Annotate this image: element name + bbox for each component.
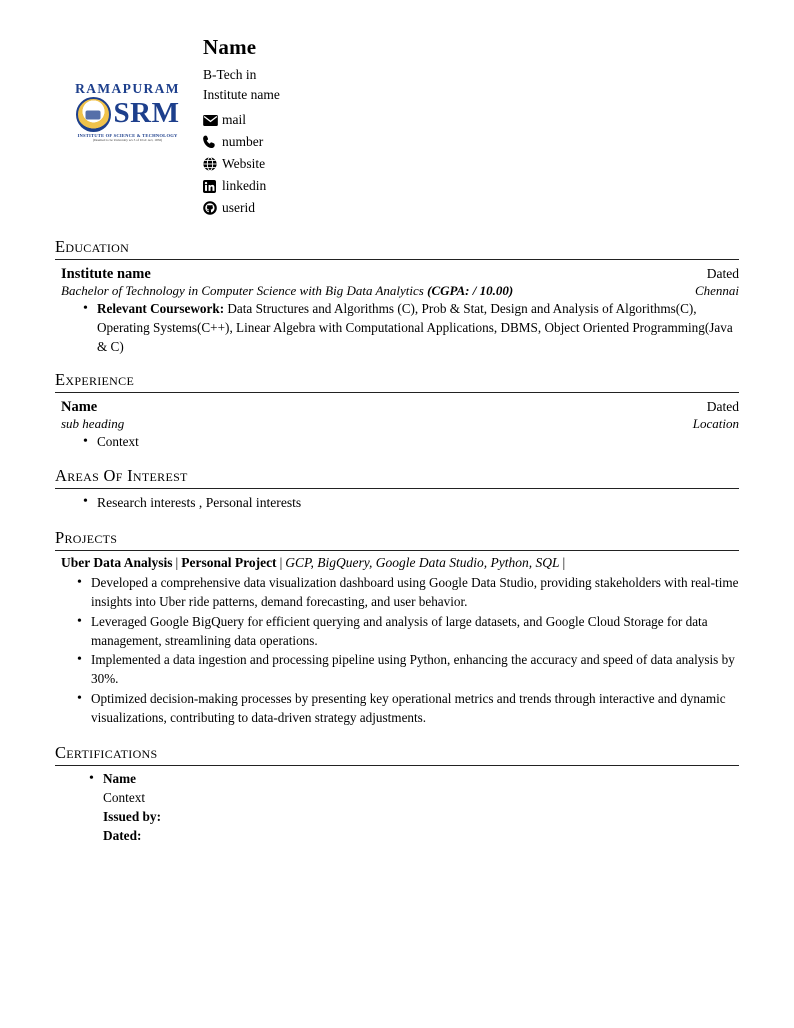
logo-container [55, 36, 200, 143]
coursework-label: Relevant Coursework: [97, 301, 225, 317]
list-item: • Implemented a data ingestion and processing pipeline using Python, enhancing the accuracy and speed of data analysis by 30%. [89, 651, 739, 688]
education-institute: Institute name [61, 266, 151, 283]
contact-label: userid [222, 199, 255, 215]
list-item: • Context [95, 433, 739, 452]
project-type: Personal Project [181, 555, 277, 571]
logo-main-row [69, 97, 187, 132]
section-certifications [55, 743, 739, 845]
contact-item-mail[interactable] [203, 109, 739, 131]
resume-header [55, 30, 739, 219]
logo-wordmark: SRM [113, 97, 180, 130]
header-info [200, 36, 739, 219]
certification-name: Name [103, 771, 136, 787]
degree-line: B-Tech in [203, 67, 257, 83]
experience-bullets [61, 433, 739, 452]
contact-item-github[interactable] [203, 197, 739, 219]
section-projects [55, 528, 739, 727]
list-item [101, 770, 739, 845]
list-item: • Optimized decision-making processes by presenting key operational metrics and trends through interactive and dynamic visualizations, contributing to data-driven strategy adjustments. [89, 690, 739, 727]
list-item: • Research interests , Personal interests [95, 493, 739, 512]
page-title: Name [203, 35, 257, 59]
certification-issuer: Issued by: [103, 808, 162, 824]
logo-subtitle-secondary: (Deemed to be University u/s 3 of UGC Act, 1956) [92, 138, 163, 143]
project-tech: GCP, BigQuery, Google Data Studio, Python, SQL [285, 555, 560, 571]
divider [55, 550, 739, 551]
globe-icon [203, 157, 222, 171]
experience-subheading: sub heading [61, 416, 125, 432]
logo-top-text: RAMAPURAM [75, 81, 180, 96]
section-education [55, 237, 739, 356]
certification-entry [55, 770, 739, 845]
university-seal-icon [76, 97, 111, 132]
logo-subtitle: INSTITUTE OF SCIENCE & TECHNOLOGY [77, 132, 178, 138]
education-cgpa: (CGPA: / 10.00) [427, 283, 514, 299]
linkedin-icon [203, 180, 222, 193]
education-date: Dated [706, 266, 739, 282]
section-areas-of-interest [55, 466, 739, 512]
divider [55, 765, 739, 766]
divider [55, 392, 739, 393]
certification-date: Dated: [103, 827, 142, 843]
education-degree: Bachelor of Technology in Computer Science with Big Data Analytics [61, 283, 428, 299]
contact-label: number [222, 133, 264, 149]
experience-location: Location [692, 416, 739, 432]
education-bullets [61, 300, 739, 356]
section-heading: Projects [55, 528, 118, 548]
contact-label: Website [222, 155, 266, 171]
github-icon [203, 201, 222, 215]
certification-bullets [61, 770, 739, 845]
project-name: Uber Data Analysis [61, 555, 173, 571]
education-location: Chennai [694, 283, 739, 299]
divider [55, 259, 739, 260]
section-heading: Certifications [55, 743, 158, 763]
project-header: Uber Data Analysis | Personal Project | GCP, BigQuery, Google Data Studio, Python, SQL | [61, 555, 566, 571]
contact-list [203, 109, 739, 219]
list-item: • Leveraged Google BigQuery for efficient querying and analysis of large datasets, and Google Cloud Storage for data management, streamlining data operations. [89, 613, 739, 650]
contact-item-phone[interactable] [203, 131, 739, 153]
contact-label: mail [222, 111, 246, 127]
section-heading: Areas Of Interest [55, 466, 188, 486]
project-bullets [55, 574, 739, 727]
section-heading: Education [55, 237, 130, 257]
list-item [95, 300, 739, 356]
section-experience [55, 370, 739, 452]
divider [55, 488, 739, 489]
contact-label: linkedin [222, 177, 267, 193]
coursework-text: Data Structures and Algorithms (C), Prob & Stat, Design and Analysis of Algorithms(C), Operating Systems(C++), Linear Algebra with Computational Applications, DBMS, Object Oriented Programming(Java & C) [97, 301, 733, 354]
section-heading: Experience [55, 370, 135, 390]
envelope-icon [203, 115, 222, 126]
phone-icon [203, 135, 222, 149]
institute-line: Institute name [203, 86, 280, 102]
areas-of-interest-bullets [55, 493, 739, 512]
list-item: • Developed a comprehensive data visualization dashboard using Google Data Studio, providing stakeholders with real-time insights into Uber ride patterns, demand forecasting, and user behavior. [89, 574, 739, 611]
contact-item-linkedin[interactable] [203, 175, 739, 197]
experience-title: Name [61, 399, 98, 416]
srm-logo [69, 82, 187, 143]
education-entry [55, 264, 739, 356]
certification-context: Context [103, 790, 146, 806]
contact-item-website[interactable] [203, 153, 739, 175]
experience-date: Dated [706, 399, 739, 415]
experience-entry [55, 397, 739, 452]
